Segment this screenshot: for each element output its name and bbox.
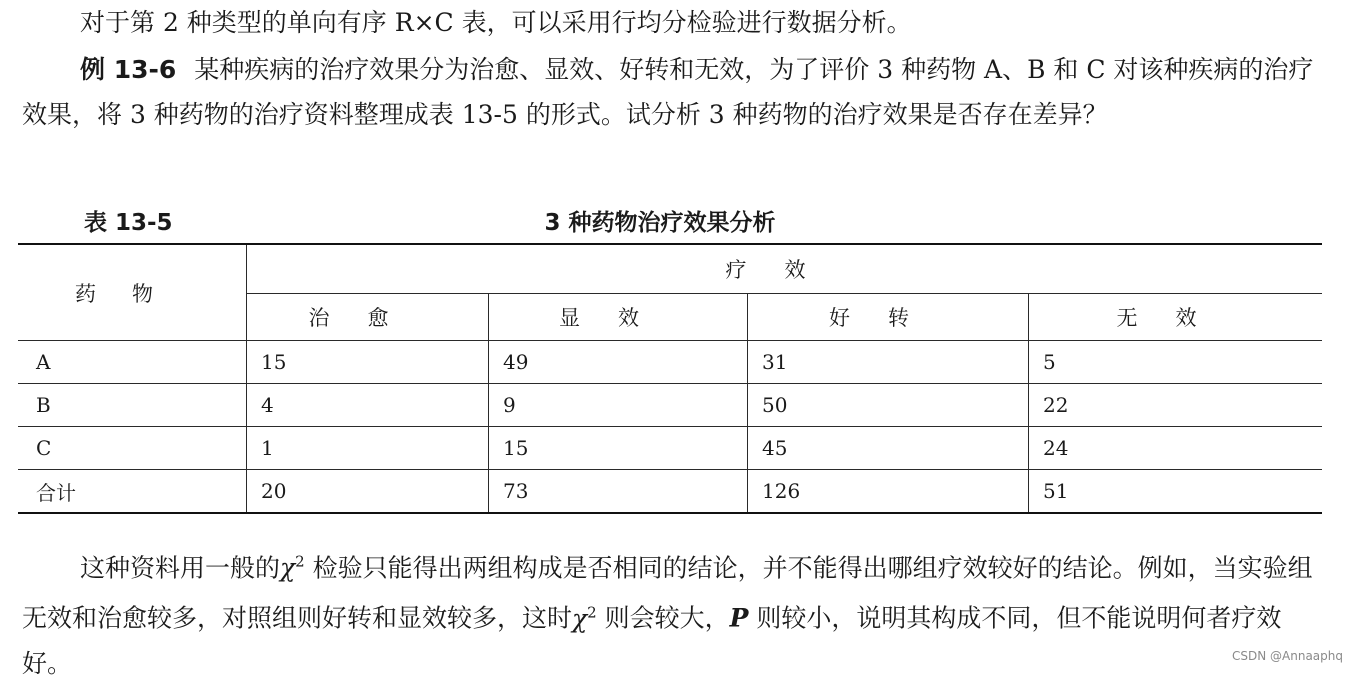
- col-header-cured: 治愈: [247, 294, 489, 341]
- table-cell: 15: [247, 341, 489, 384]
- example-label: 例 13-6: [80, 55, 177, 84]
- table-cell: 1: [247, 427, 489, 470]
- table-cell: 22: [1029, 384, 1323, 427]
- row-name: 合计: [18, 470, 247, 514]
- table-cell: 45: [748, 427, 1029, 470]
- p-value-symbol: P: [729, 603, 749, 633]
- conclusion-text-4: 则较小，说明其构成不同，但不能说明何者疗效好。: [22, 603, 1282, 678]
- table-cell: 49: [489, 341, 748, 384]
- row-name: C: [18, 427, 247, 470]
- col-header-ineffective: 无效: [1029, 294, 1323, 341]
- table-cell: 24: [1029, 427, 1323, 470]
- table-header-row: [18, 244, 1322, 294]
- table-cell: 15: [489, 427, 748, 470]
- example-paragraph: [22, 47, 1328, 137]
- table-number: 表 13-5: [84, 210, 173, 236]
- table-cell: 4: [247, 384, 489, 427]
- table-row: [18, 427, 1322, 470]
- header-effect: 疗效: [247, 244, 1323, 294]
- table-cell: 31: [748, 341, 1029, 384]
- conclusion-paragraph: [22, 540, 1328, 686]
- table-row: [18, 341, 1322, 384]
- table-cell: 20: [247, 470, 489, 514]
- table-cell: 5: [1029, 341, 1323, 384]
- col-header-marked: 显效: [489, 294, 748, 341]
- watermark: CSDN @Annaaphq: [1232, 649, 1343, 663]
- header-drug: 药物: [18, 244, 247, 341]
- conclusion-text-1: 这种资料用一般的: [80, 553, 281, 583]
- table-row: [18, 384, 1322, 427]
- table-cell: 73: [489, 470, 748, 514]
- conclusion-text-3: 则会较大，: [596, 603, 730, 633]
- row-name: B: [18, 384, 247, 427]
- table-cell: 50: [748, 384, 1029, 427]
- intro-paragraph: 对于第 2 种类型的单向有序 R×C 表，可以采用行均分检验进行数据分析。: [80, 8, 912, 37]
- table-title: 3 种药物治疗效果分析: [544, 210, 776, 236]
- chi-square-symbol: $\chi^2$: [572, 603, 597, 633]
- chi-square-symbol: $\chi^2$: [280, 553, 305, 583]
- table-cell: 9: [489, 384, 748, 427]
- example-text: 某种疾病的治疗效果分为治愈、显效、好转和无效，为了评价 3 种药物 A、B 和 C 对该种疾病的治疗效果，将 3 种药物的治疗资料整理成表 13-5 的形式。试分析 3 种药物的治疗效果是否存在差异？: [22, 55, 1314, 129]
- results-table: [18, 243, 1322, 514]
- table-cell: 51: [1029, 470, 1323, 514]
- row-name: A: [18, 341, 247, 384]
- col-header-improved: 好转: [748, 294, 1029, 341]
- table-row-total: [18, 470, 1322, 514]
- conclusion-text-2: 检验只能得出两组构成是否相同的结论，并不能得出哪组疗效较好的结论。例如，当实验组无效和治愈较多，对照组则好转和显效较多，这时: [22, 553, 1313, 633]
- table-cell: 126: [748, 470, 1029, 514]
